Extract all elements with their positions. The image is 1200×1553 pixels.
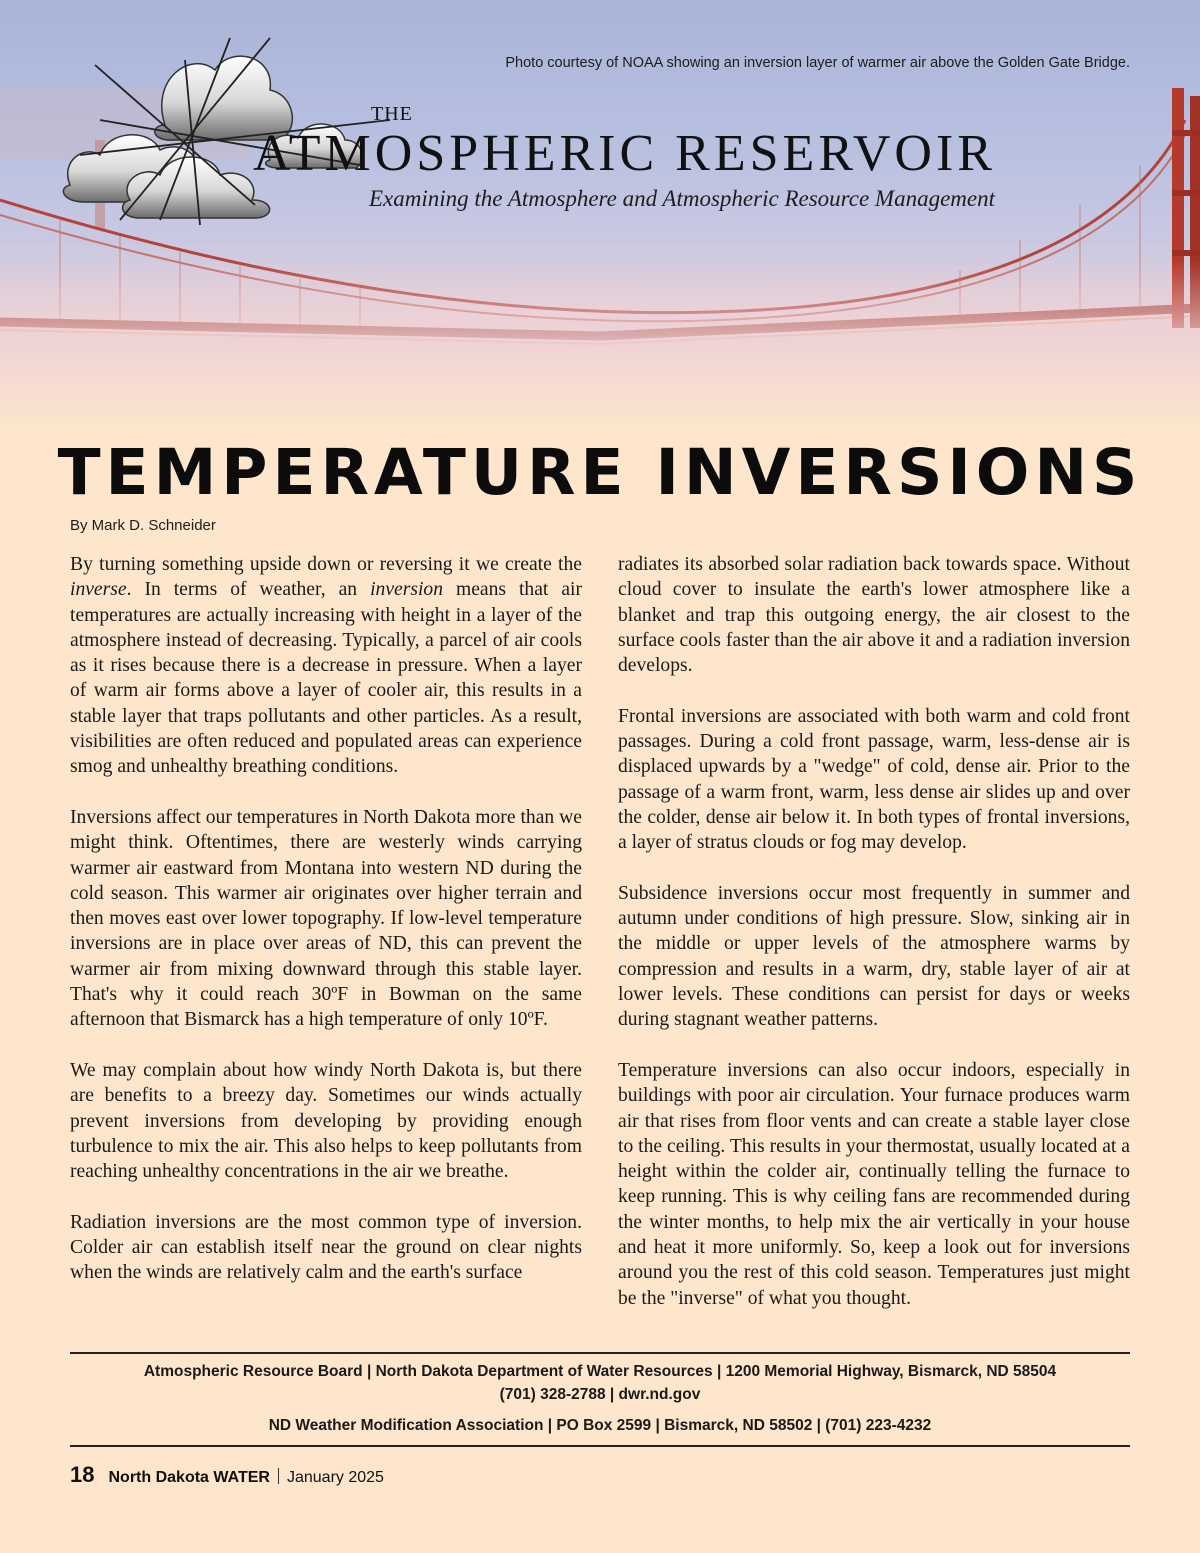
footer-contact-line: (701) 328-2788 | dwr.nd.gov bbox=[499, 1386, 701, 1403]
article-title: TEMPERATURE INVERSIONS bbox=[57, 436, 1143, 509]
banner bbox=[0, 0, 1200, 430]
paragraph: Inversions affect our temperatures in North Dakota more than we might think. Oftentimes, there are westerly winds carrying warmer air eastward from Montana into western ND during the cold season. This warmer air originates over higher terrain and then moves east over lower topography. If low-level temperature inversions are in place over areas of ND, this can prevent the warmer air from mixing downward through this stable layer. That's why it could reach 30ºF in Bowman on the same afternoon that Bismarck has a high temperature of only 10ºF. bbox=[70, 806, 582, 1031]
folio bbox=[70, 1462, 384, 1488]
footer-bottom-rule bbox=[70, 1445, 1130, 1447]
photo-credit: Photo courtesy of NOAA showing an inversion layer of warmer air above the Golden Gate Bridge. bbox=[505, 55, 1130, 71]
page-number: 18 bbox=[70, 1462, 95, 1487]
paragraph: Radiation inversions are the most common type of inversion. Colder air can establish itself near the ground on clear nights when the winds are relatively calm and the earth's surface bbox=[70, 1211, 582, 1284]
footer-top-rule bbox=[70, 1352, 1130, 1354]
magazine-name: North Dakota WATER bbox=[108, 1469, 270, 1486]
byline: By Mark D. Schneider bbox=[70, 517, 216, 534]
paragraph: Subsidence inversions occur most frequently in summer and autumn under conditions of high pressure. Slow, sinking air in the middle or upper levels of the atmosphere warms by compression and results in a warm, dry, stable layer of air at lower levels. These conditions can persist for days or weeks during stagnant weather patterns. bbox=[618, 882, 1130, 1031]
right-column bbox=[618, 552, 1130, 1311]
left-column bbox=[70, 552, 582, 1286]
footer-address-line: Atmospheric Resource Board | North Dakota Department of Water Resources | 1200 Memorial Highway, Bismarck, ND 58504 bbox=[143, 1363, 1057, 1380]
paragraph: radiates its absorbed solar radiation back towards space. Without cloud cover to insulate the earth's lower atmosphere like a blanket and trap this outgoing energy, the air closest to the surface cools faster than the air above it and a radiation inversion develops. bbox=[618, 554, 1130, 677]
masthead-title: ATMOSPHERIC RESERVOIR bbox=[253, 125, 996, 182]
issue-date: January 2025 bbox=[286, 1469, 384, 1486]
paragraph: Temperature inversions can also occur indoors, especially in buildings with poor air circulation. Your furnace produces warm air that rises from floor vents and can create a stable layer close to the ceiling. This results in your thermostat, usually located at a height within the colder air, continually telling the furnace to keep running. This is why ceiling fans are recommended during the winter months, to help mix the air vertically in your house and heat it more uniformly. So, keep a look out for inversions around you the rest of this cold season. Temperatures just might be the "inverse" of what you thought. bbox=[618, 1059, 1130, 1309]
masthead-subtitle: Examining the Atmosphere and Atmospheric Resource Management bbox=[369, 186, 995, 211]
paragraph: By turning something upside down or reversing it we create the inverse. In terms of weather, an inversion means that air temperatures are actually increasing with height in a layer of the atmosphere instead of decreasing. Typically, a parcel of air cools as it rises because there is a decrease in pressure. When a layer of warm air forms above a layer of cooler air, this results in a stable layer that traps pollutants and other particles. As a result, visibilities are often reduced and populated areas can experience smog and unhealthy breathing conditions. bbox=[70, 554, 582, 778]
paragraph: We may complain about how windy North Dakota is, but there are benefits to a breezy day. Sometimes our winds actually prevent inversions from developing by providing enough turbulence to mix the air. This also helps to keep pollutants from reaching unhealthy concentrations in the air we breathe. bbox=[70, 1059, 582, 1183]
footer-association-line: ND Weather Modification Association | PO Box 2599 | Bismarck, ND 58502 | (701) 223-4232 bbox=[268, 1417, 932, 1434]
folio-divider bbox=[278, 1468, 279, 1484]
masthead-the: THE bbox=[371, 103, 413, 125]
paragraph: Frontal inversions are associated with both warm and cold front passages. During a cold front passage, warm, less-dense air is displaced upwards by a "wedge" of cold, dense air. Prior to the passage of a warm front, warm, less dense air slides up and over the colder, dense air below it. In both types of frontal inversions, a layer of stratus clouds or fog may develop. bbox=[618, 705, 1130, 854]
